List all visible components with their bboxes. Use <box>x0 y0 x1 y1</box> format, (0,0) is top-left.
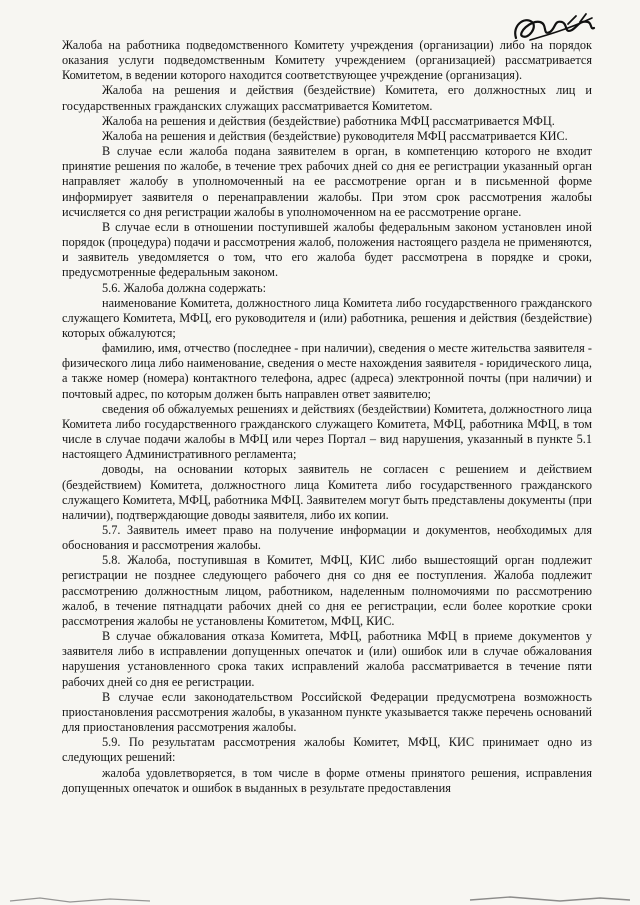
paragraph: Жалоба на работника подведомственного Комитету учреждения (организации) либо на порядок оказания услуги подведомственным Комитету учреждением (организацией) рассматривается Комитетом, в ведении которого находится соответствующее учреждение (организация). <box>62 38 592 83</box>
section-heading: 5.9. По результатам рассмотрения жалобы Комитет, МФЦ, КИС принимает одно из следующих решений: <box>62 735 592 765</box>
paragraph: Жалоба на решения и действия (бездействие) работника МФЦ рассматривается МФЦ. <box>102 113 555 128</box>
section-heading: 5.7. Заявитель имеет право на получение информации и документов, необходимых для обоснования и рассмотрения жалобы. <box>62 523 592 553</box>
section-heading: 5.6. Жалоба должна содержать: <box>102 280 267 295</box>
paragraph: сведения об обжалуемых решениях и действиях (бездействии) Комитета, должностного лица Комитета либо государственного гражданского служащего Комитета, МФЦ, работника МФЦ, в том числе в случае подачи жалобы в МФЦ или через Портал – вид нарушения, указанный в пункте 5.1 настоящего Административного регламента; <box>62 401 592 462</box>
paragraph: В случае если в отношении поступившей жалобы федеральным законом установлен иной порядок (процедура) подачи и рассмотрения жалоб, положения настоящего раздела не применяются, и заявитель уведомляется о том, что его жалоба будет рассмотрена в порядке и сроки, предусмотренные федеральным законом. <box>62 219 592 280</box>
paragraph: Жалоба на решения и действия (бездействие) руководителя МФЦ рассматривается КИС. <box>102 128 568 143</box>
paragraph: В случае обжалования отказа Комитета, МФЦ, работника МФЦ в приеме документов у заявителя либо в исправлении допущенных опечаток и (или) ошибок или в случае обжалования нарушения установленного срока таких исправлений жалоба рассматривается в течение пяти рабочих дней со дня ее регистрации. <box>62 629 592 689</box>
section-heading: 5.8. Жалоба, поступившая в Комитет, МФЦ, КИС либо вышестоящий орган подлежит регистрации не позднее следующего рабочего дня со дня ее поступления. Жалоба подлежит рассмотрению должностным лицом, работником, наделенным полномочиями по рассмотрению жалоб, в течение пятнадцати рабочих дней со дня ее регистрации, если более короткие сроки рассмотрения жалобы не установлены Комитетом, МФЦ, КИС. <box>62 553 592 628</box>
paragraph: Жалоба на решения и действия (бездействие) Комитета, его должностных лиц и государственных гражданских служащих рассматривается Комитетом. <box>62 83 592 113</box>
paragraph: В случае если законодательством Российской Федерации предусмотрена возможность приостановления рассмотрения жалобы, в указанном пункте указывается также перечень оснований для приостановления рассмотрения жалобы. <box>62 689 592 735</box>
paragraph: фамилию, имя, отчество (последнее - при наличии), сведения о месте жительства заявителя - физического лица либо наименование, сведения о месте нахождения заявителя - юридического лица, а также номер (номера) контактного телефона, адрес (адреса) электронной почты (при наличии) и почтовый адрес, по которым должен быть направлен ответ заявителю; <box>62 341 592 401</box>
paragraph: доводы, на основании которых заявитель не согласен с решением и действием (бездействием) Комитета, должностного лица Комитета либо государственного гражданского служащего Комитета, МФЦ, работника МФЦ. Заявителем могут быть представлены документы (при наличии), подтверждающие доводы заявителя, либо их копии. <box>62 462 592 522</box>
document-body <box>62 38 592 796</box>
paragraph: В случае если жалоба подана заявителем в орган, в компетенцию которого не входит принятие решения по жалобе, в течение трех рабочих дней со дня ее регистрации указанный орган направляет жалобу в уполномоченный на ее рассмотрение орган и в письменной форме информирует заявителя о перенаправлении жалобы. При этом срок рассмотрения жалобы исчисляется со дня регистрации жалобы в уполномоченном на ее рассмотрение органе. <box>62 144 592 219</box>
paragraph: жалоба удовлетворяется, в том числе в форме отмены принятого решения, исправления допущенных опечаток и ошибок в выданных в результате предоставления <box>62 765 592 795</box>
scan-noise <box>0 891 640 905</box>
paragraph: наименование Комитета, должностного лица Комитета либо государственного гражданского служащего Комитета, МФЦ, его руководителя и (или) работника, решения и действия (бездействие) которых обжалуются; <box>62 295 592 340</box>
